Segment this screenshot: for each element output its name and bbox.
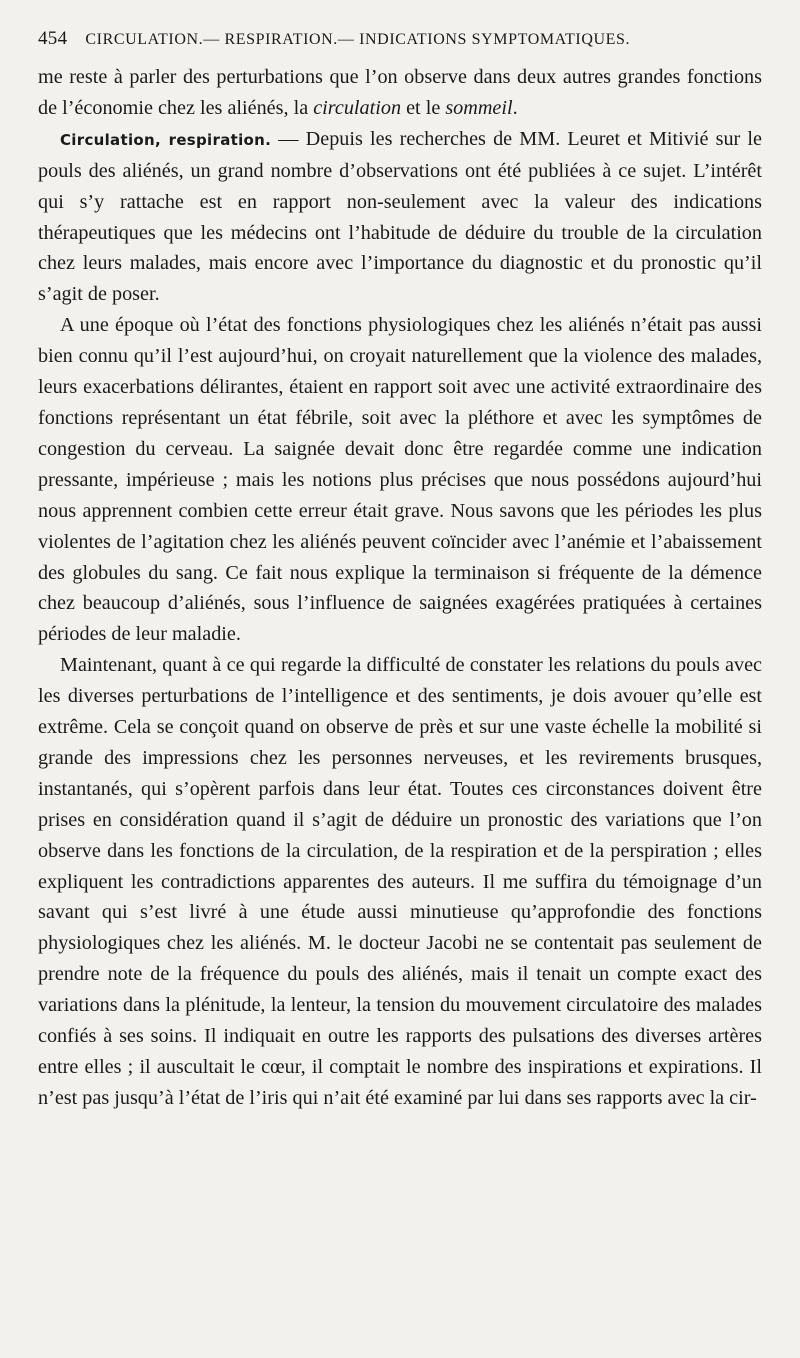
page-number: 454	[38, 28, 68, 49]
section-title: Circulation, respiration.	[60, 130, 272, 149]
intro-text-between: et le	[401, 96, 446, 119]
intro-italic-circulation: circulation	[313, 96, 402, 119]
section-paragraph-3: Maintenant, quant à ce qui regarde la difficulté de constater les relations du pouls avec les diverses perturbations de l’intelligence et des sentiments, je dois avouer qu’elle est extrême. Cela se conçoit quand on observe de près et sur une vaste échelle la mobilité si grande des impressions chez les personnes nerveuses, et les revirements brusques, instantanés, qui s’opèrent parfois dans leur état. Toutes ces circonstances doivent être prises en considération quand il s’agit de déduire un pronostic des variations que l’on observe dans les fonctions de la circulation, de la respiration et de la perspiration ; elles expliquent les contradictions apparentes des auteurs. Il me suffira du témoignage d’un savant qui s’est livré à une étude aussi minutieuse qu’approfondie des fonctions physiologiques chez les aliénés. M. le docteur Jacobi ne se contentait pas seulement de prendre note de la fréquence du pouls des aliénés, mais il tenait un compte exact des variations dans la plénitude, la lenteur, la tension du mouvement circulatoire des malades confiés à ses soins. Il indiquait en outre les rapports des pulsations des diverses artères entre elles ; il auscultait le cœur, il comptait le nombre des inspirations et expirations. Il n’est pas jusqu’à l’état de l’iris qui n’ait été examiné par lui dans ses rapports avec la cir-	[38, 654, 762, 1109]
intro-italic-sommeil: sommeil	[445, 96, 513, 119]
running-head	[38, 28, 762, 62]
paragraph-1-text: Depuis les recherches de MM. Leuret et Mitivié sur le pouls des aliénés, un grand nombre d’observations ont été publiées à ce sujet. L’intérêt qui s’y rattache est en rapport non-seulement avec la valeur des indications thérapeutiques que les médecins ont l’habitude de déduire du trouble de la circulation chez leurs malades, mais encore avec l’importance du diagnostic et du pronostic qu’il s’agit de poser.	[38, 127, 763, 306]
section-dash: —	[271, 127, 306, 150]
intro-text-after: .	[512, 96, 518, 119]
running-head-title: CIRCULATION.— RESPIRATION.— INDICATIONS SYMPTOMATIQUES.	[85, 31, 631, 48]
section-paragraph-2: A une époque où l’état des fonctions physiologiques chez les aliénés n’était pas aussi bien connu qu’il l’est aujourd’hui, on croyait naturellement que la violence des malades, leurs exacerbations délirantes, étaient en rapport soit avec une activité extraordinaire des fonctions représentant un état fébrile, soit avec la pléthore et avec les symptômes de congestion du cerveau. La saignée devait donc être regardée comme une indication pressante, impérieuse ; mais les notions plus précises que nous possédons aujourd’hui nous apprennent combien cette erreur était grave. Nous savons que les périodes les plus violentes de l’agitation chez les aliénés peuvent coïncider avec l’anémie et l’abaissement des globules du sang. Ce fait nous explique la terminaison si fréquente de la démence chez beaucoup d’aliénés, sous l’influence de saignées exagérées pratiquées à certaines périodes de leur maladie.	[38, 314, 762, 646]
intro-text-before: me reste à parler des perturbations que l’on observe dans deux autres grandes fonctions de l’économie chez les aliénés, la	[38, 66, 762, 119]
body-text	[38, 62, 762, 1114]
intro-paragraph	[38, 62, 762, 124]
section-paragraph-1	[38, 124, 762, 310]
